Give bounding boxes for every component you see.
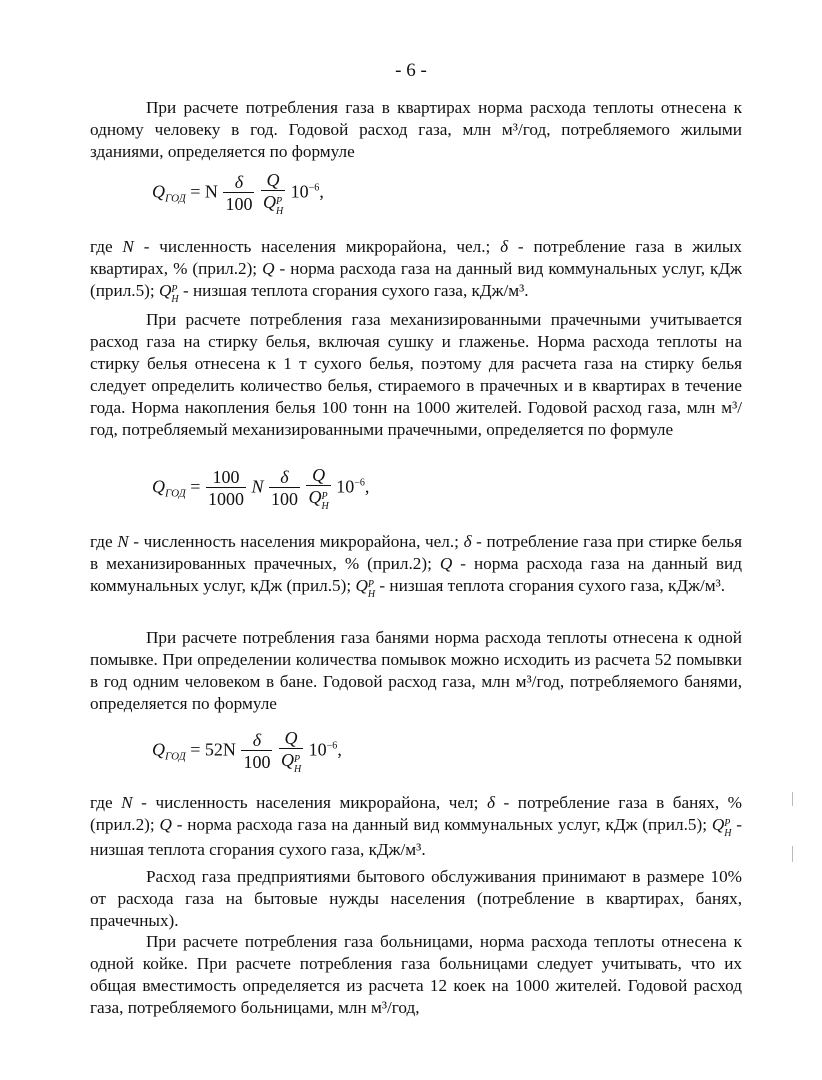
paragraph-legend-1: где N - численность населения микрорайона, чел.; δ - потребление газа в жилых квартирах, % (прил.2); Q - норма расхода газа на данный вид коммунальных услуг, кДж (прил.5); Q P H - низшая теплота сгорания сухого газа, кДж/м³.: [90, 237, 743, 305]
formula-baths: $Q_{ГОД} = 52N$ $\frac{\delta}{100}$ Q Q P H $10^{-6}$,: [152, 728, 342, 775]
scan-mark: [792, 792, 793, 806]
paragraph-services: Расход газа предприятиями бытового обслуживания принимают в размере 10% от расхода газа на бытовые нужды населения (потребление в квартирах, банях, прачечных).: [90, 867, 742, 930]
paragraph-legend-2: где N - численность населения микрорайона, чел.; δ - потребление газа при стирке белья в механизированных прачечных, % (прил.2); Q - норма расхода газа на данный вид коммунальных услуг, кДж (прил.5); Q P H - низшая теплота сгорания сухого газа, кДж/м³.: [90, 532, 743, 600]
paragraph-baths: При расчете потребления газа банями норма расхода теплоты отнесена к одной помывке. При определении количества помывок можно исходить из расчета 52 помывки в год одним человеком в бане. Годовой расход газа, млн м³/год, потребляемого банями, определяется по формуле: [90, 628, 742, 713]
paragraph-laundries: При расчете потребления газа механизированными прачечными учитывается расход газа на стирку белья, включая сушку и глаженье. Норма расхода теплоты на стирку белья отнесена к 1 т сухого белья, поэтому для расчета газа на стирку белья следует определить количество белья, стираемого в прачечных и в квартирах в течение года. Норма накопления белья 100 тонн на 1000 жителей. Годовой расход газа, млн м³/год, потребляемый механизированными прачечными, определяется по формуле: [90, 310, 742, 439]
formula-laundries: $Q_{ГОД}$ = $\frac{100}{1000}$ N $\frac{\delta}{100}$ Q Q P H $10^{-6}$,: [152, 465, 370, 512]
scan-mark: [792, 846, 793, 862]
paragraph-apartments: При расчете потребления газа в квартирах норма расхода теплоты отнесена к одному человеку в год. Годовой расход газа, млн м³/год, потребляемого жилыми зданиями, определяется по формуле: [90, 98, 742, 161]
page-number: - 6 -: [395, 60, 427, 81]
paragraph-hospitals: При расчете потребления газа больницами, норма расхода теплоты отнесена к одной койке. При расчете потребления газа больницами следует учитывать, что их общая вместимость определяется из расчета 12 коек на 1000 жителей. Годовой расход газа, потребляемого больницами, млн м³/год,: [90, 932, 742, 1017]
formula-apartments: $Q_{ГОД} = N$ $\frac{\delta}{100}$ Q Q P H $10^{-6}$,: [152, 170, 324, 217]
paragraph-legend-3: где N - численность населения микрорайона, чел; δ - потребление газа в банях, % (прил.2); Q - норма расхода газа на данный вид коммунальных услуг, кДж (прил.5); Q P H - низшая теплота сгорания сухого газа, кДж/м³.: [90, 793, 743, 859]
